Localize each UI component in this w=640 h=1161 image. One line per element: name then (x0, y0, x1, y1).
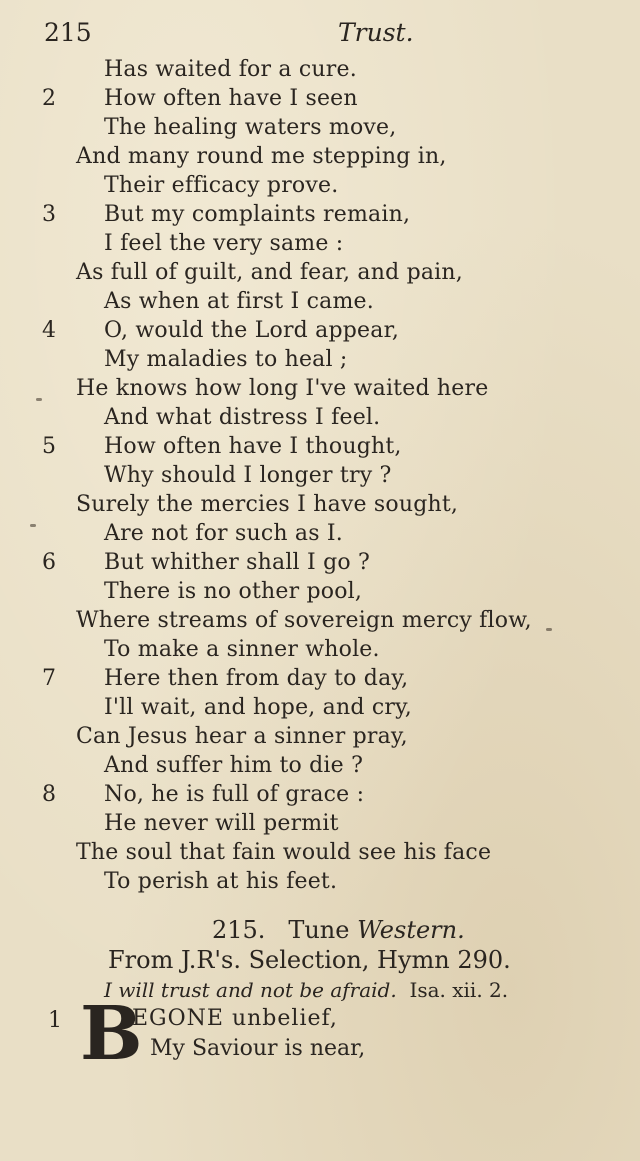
verse-line: How often have I seen (104, 86, 358, 111)
verse-line: Surely the mercies I have sought, (76, 492, 459, 517)
hymn-source: From J.R's. Selection, Hymn 290. (108, 946, 511, 974)
verse-line: But whither shall I go ? (104, 550, 370, 575)
paper-speck (30, 524, 36, 527)
paper-speck (36, 398, 42, 401)
verse-line: He never will permit (104, 811, 339, 836)
scripture-quote: I will trust and not be afraid. (104, 978, 397, 1002)
stanza-number: 5 (42, 434, 56, 459)
scripture-reference: Isa. xii. 2. (409, 978, 509, 1002)
verse-line: My maladies to heal ; (104, 347, 348, 372)
verse-line: Can Jesus hear a sinner pray, (76, 724, 408, 749)
verse-line: To make a sinner whole. (104, 637, 380, 662)
verse-line: Has waited for a cure. (104, 57, 357, 82)
stanza-number: 1 (48, 1008, 62, 1033)
stanza-number: 7 (42, 666, 56, 691)
verse-line: And many round me stepping in, (76, 144, 447, 169)
verse-line: Where streams of sovereign mercy flow, (76, 608, 532, 633)
verse-line: The healing waters move, (104, 115, 397, 140)
verse-line: As when at first I came. (104, 289, 374, 314)
verse-line: Here then from day to day, (104, 666, 409, 691)
verse-line: As full of guilt, and fear, and pain, (76, 260, 463, 285)
verse-line: I feel the very same : (104, 231, 344, 256)
verse-line: No, he is full of grace : (104, 782, 365, 807)
verse-line: But my complaints remain, (104, 202, 411, 227)
verse-line: He knows how long I've waited here (76, 376, 489, 401)
verse-line: I'll wait, and hope, and cry, (104, 695, 412, 720)
stanza-number: 4 (42, 318, 56, 343)
verse-line: To perish at his feet. (104, 869, 338, 894)
verse-line: How often have I thought, (104, 434, 402, 459)
tune-label: Tune (288, 916, 350, 944)
verse-line: There is no other pool, (104, 579, 363, 604)
verse-line: EGONE unbelief, (132, 1006, 338, 1031)
verse-line: The soul that fain would see his face (76, 840, 492, 865)
tune-name: Western. (357, 916, 465, 944)
verse-line: My Saviour is near, (150, 1036, 366, 1061)
page-number: 215 (44, 18, 92, 47)
verse-line: Their efficacy prove. (104, 173, 339, 198)
verse-line: O, would the Lord appear, (104, 318, 400, 343)
verse-line: And suffer him to die ? (104, 753, 364, 778)
verse-line: And what distress I feel. (104, 405, 381, 430)
stanza-number: 8 (42, 782, 56, 807)
running-title: Trust. (338, 18, 414, 47)
stanza-number: 6 (42, 550, 56, 575)
stanza-number: 3 (42, 202, 56, 227)
stanza-number: 2 (42, 86, 56, 111)
hymn-number: 215. (212, 916, 266, 944)
scripture-line (104, 978, 508, 1002)
verse-line: Are not for such as I. (104, 521, 343, 546)
hymn-heading (212, 916, 465, 944)
drop-cap: B (80, 991, 143, 1077)
paper-speck (546, 628, 552, 631)
verse-line: Why should I longer try ? (104, 463, 392, 488)
page-header (40, 18, 600, 52)
